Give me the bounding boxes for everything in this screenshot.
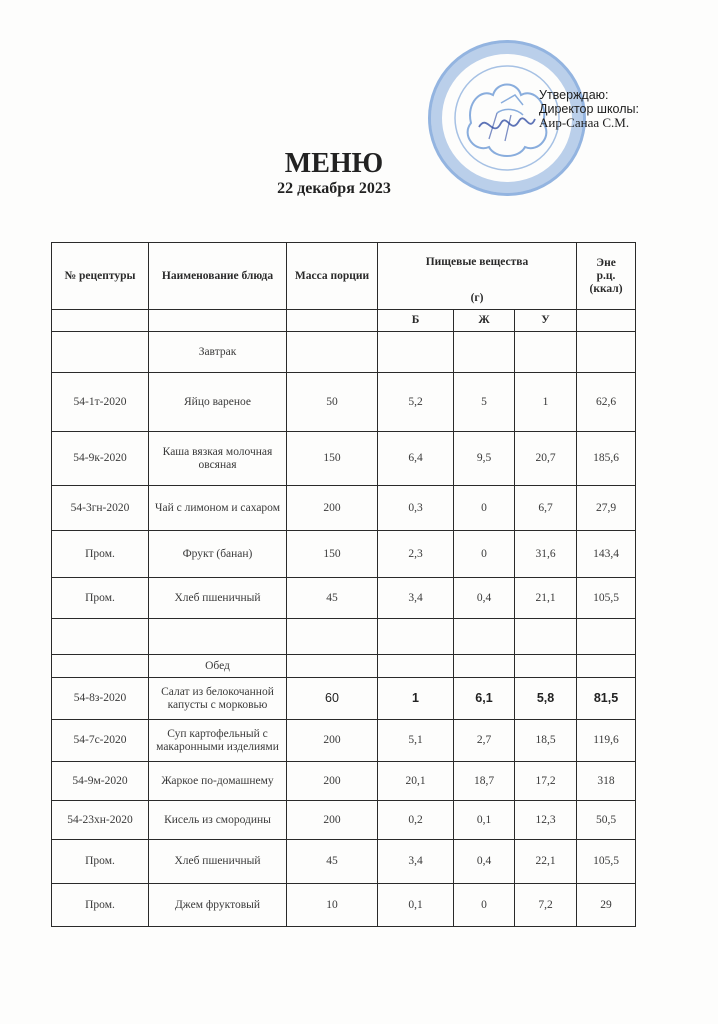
approval-label: Утверждаю: <box>539 88 609 102</box>
fat-value: 0,1 <box>454 801 515 840</box>
table-row <box>52 884 636 927</box>
fat-value: 0 <box>454 531 515 578</box>
table-row <box>52 762 636 801</box>
protein-value: 1 <box>378 678 454 720</box>
dish-name: Хлеб пшеничный <box>149 578 287 619</box>
page-title: МЕНЮ <box>284 148 384 179</box>
fat-value: 5 <box>454 373 515 432</box>
table-header-row <box>52 243 636 310</box>
carbs-value: 20,7 <box>515 432 577 486</box>
carbs-value: 5,8 <box>515 678 577 720</box>
table-row <box>52 801 636 840</box>
table-row <box>52 486 636 531</box>
fat-value: 9,5 <box>454 432 515 486</box>
energy-value: 105,5 <box>577 840 636 884</box>
fat-value: 0 <box>454 884 515 927</box>
fat-value: 0,4 <box>454 840 515 884</box>
menu-table <box>51 242 636 927</box>
portion-mass: 60 <box>287 678 378 720</box>
subheader-empty <box>287 310 378 332</box>
subheader-empty <box>577 310 636 332</box>
menu-date: 22 декабря 2023 <box>277 180 391 197</box>
subheader-protein: Б <box>378 310 454 332</box>
energy-value: 143,4 <box>577 531 636 578</box>
recipe-code: Пром. <box>52 884 149 927</box>
carbs-value: 18,5 <box>515 720 577 762</box>
header-nutrients <box>378 243 577 310</box>
recipe-code: Пром. <box>52 840 149 884</box>
dish-name: Фрукт (банан) <box>149 531 287 578</box>
table-row <box>52 578 636 619</box>
subheader-fat: Ж <box>454 310 515 332</box>
portion-mass: 150 <box>287 432 378 486</box>
energy-value: 119,6 <box>577 720 636 762</box>
energy-value: 318 <box>577 762 636 801</box>
dish-name: Жаркое по-домашнему <box>149 762 287 801</box>
fat-value: 0 <box>454 486 515 531</box>
dish-name: Суп картофельный с макаронными изделиями <box>149 720 287 762</box>
portion-mass: 45 <box>287 840 378 884</box>
energy-value: 50,5 <box>577 801 636 840</box>
section-title: Обед <box>149 655 287 678</box>
table-row <box>52 373 636 432</box>
energy-value: 105,5 <box>577 578 636 619</box>
portion-mass: 200 <box>287 486 378 531</box>
table-subheader-row <box>52 310 636 332</box>
carbs-value: 1 <box>515 373 577 432</box>
portion-mass: 200 <box>287 720 378 762</box>
protein-value: 20,1 <box>378 762 454 801</box>
subheader-carbs: У <box>515 310 577 332</box>
header-nutrients-unit: (г) <box>470 292 484 304</box>
energy-value: 62,6 <box>577 373 636 432</box>
section-row-breakfast <box>52 332 636 373</box>
table-row <box>52 531 636 578</box>
header-nutrients-label: Пищевые вещества <box>425 256 529 268</box>
fat-value: 6,1 <box>454 678 515 720</box>
approval-position: Директор школы: <box>539 102 639 116</box>
header-portion: Масса порции <box>287 243 378 310</box>
portion-mass: 45 <box>287 578 378 619</box>
energy-value: 81,5 <box>577 678 636 720</box>
recipe-code: 54-3гн-2020 <box>52 486 149 531</box>
recipe-code: Пром. <box>52 531 149 578</box>
portion-mass: 200 <box>287 762 378 801</box>
energy-value: 29 <box>577 884 636 927</box>
section-row-lunch <box>52 655 636 678</box>
empty-row <box>52 619 636 655</box>
table-row <box>52 678 636 720</box>
carbs-value: 22,1 <box>515 840 577 884</box>
header-energy-line3: (ккал) <box>589 282 623 295</box>
portion-mass: 150 <box>287 531 378 578</box>
table-row <box>52 840 636 884</box>
recipe-code: 54-9к-2020 <box>52 432 149 486</box>
portion-mass: 10 <box>287 884 378 927</box>
approval-signatory: Аир-Санаа С.М. <box>539 115 630 130</box>
header-energy <box>577 243 636 310</box>
portion-mass: 200 <box>287 801 378 840</box>
fat-value: 18,7 <box>454 762 515 801</box>
carbs-value: 6,7 <box>515 486 577 531</box>
approval-block <box>539 88 639 130</box>
protein-value: 2,3 <box>378 531 454 578</box>
carbs-value: 21,1 <box>515 578 577 619</box>
energy-value: 27,9 <box>577 486 636 531</box>
dish-name: Салат из белокочанной капусты с морковью <box>149 678 287 720</box>
header-energy-line1: Эне <box>596 256 616 269</box>
recipe-code: 54-7с-2020 <box>52 720 149 762</box>
recipe-code: 54-8з-2020 <box>52 678 149 720</box>
header-recipe-no: № рецептуры <box>52 243 149 310</box>
recipe-code: 54-23хн-2020 <box>52 801 149 840</box>
dish-name: Хлеб пшеничный <box>149 840 287 884</box>
fat-value: 2,7 <box>454 720 515 762</box>
subheader-empty <box>52 310 149 332</box>
protein-value: 3,4 <box>378 840 454 884</box>
protein-value: 5,2 <box>378 373 454 432</box>
recipe-code: 54-1т-2020 <box>52 373 149 432</box>
carbs-value: 7,2 <box>515 884 577 927</box>
section-title: Завтрак <box>149 332 287 373</box>
table-row <box>52 720 636 762</box>
dish-name: Кисель из смородины <box>149 801 287 840</box>
protein-value: 5,1 <box>378 720 454 762</box>
portion-mass: 50 <box>287 373 378 432</box>
protein-value: 0,1 <box>378 884 454 927</box>
dish-name: Джем фруктовый <box>149 884 287 927</box>
dish-name: Каша вязкая молочная овсяная <box>149 432 287 486</box>
carbs-value: 17,2 <box>515 762 577 801</box>
fat-value: 0,4 <box>454 578 515 619</box>
energy-value: 185,6 <box>577 432 636 486</box>
dish-name: Яйцо вареное <box>149 373 287 432</box>
protein-value: 0,3 <box>378 486 454 531</box>
carbs-value: 12,3 <box>515 801 577 840</box>
recipe-code: Пром. <box>52 578 149 619</box>
recipe-code: 54-9м-2020 <box>52 762 149 801</box>
table-row <box>52 432 636 486</box>
dish-name: Чай с лимоном и сахаром <box>149 486 287 531</box>
header-energy-line2: р.ц. <box>596 269 616 282</box>
protein-value: 6,4 <box>378 432 454 486</box>
carbs-value: 31,6 <box>515 531 577 578</box>
protein-value: 3,4 <box>378 578 454 619</box>
header-dish-name: Наименование блюда <box>149 243 287 310</box>
subheader-empty <box>149 310 287 332</box>
protein-value: 0,2 <box>378 801 454 840</box>
